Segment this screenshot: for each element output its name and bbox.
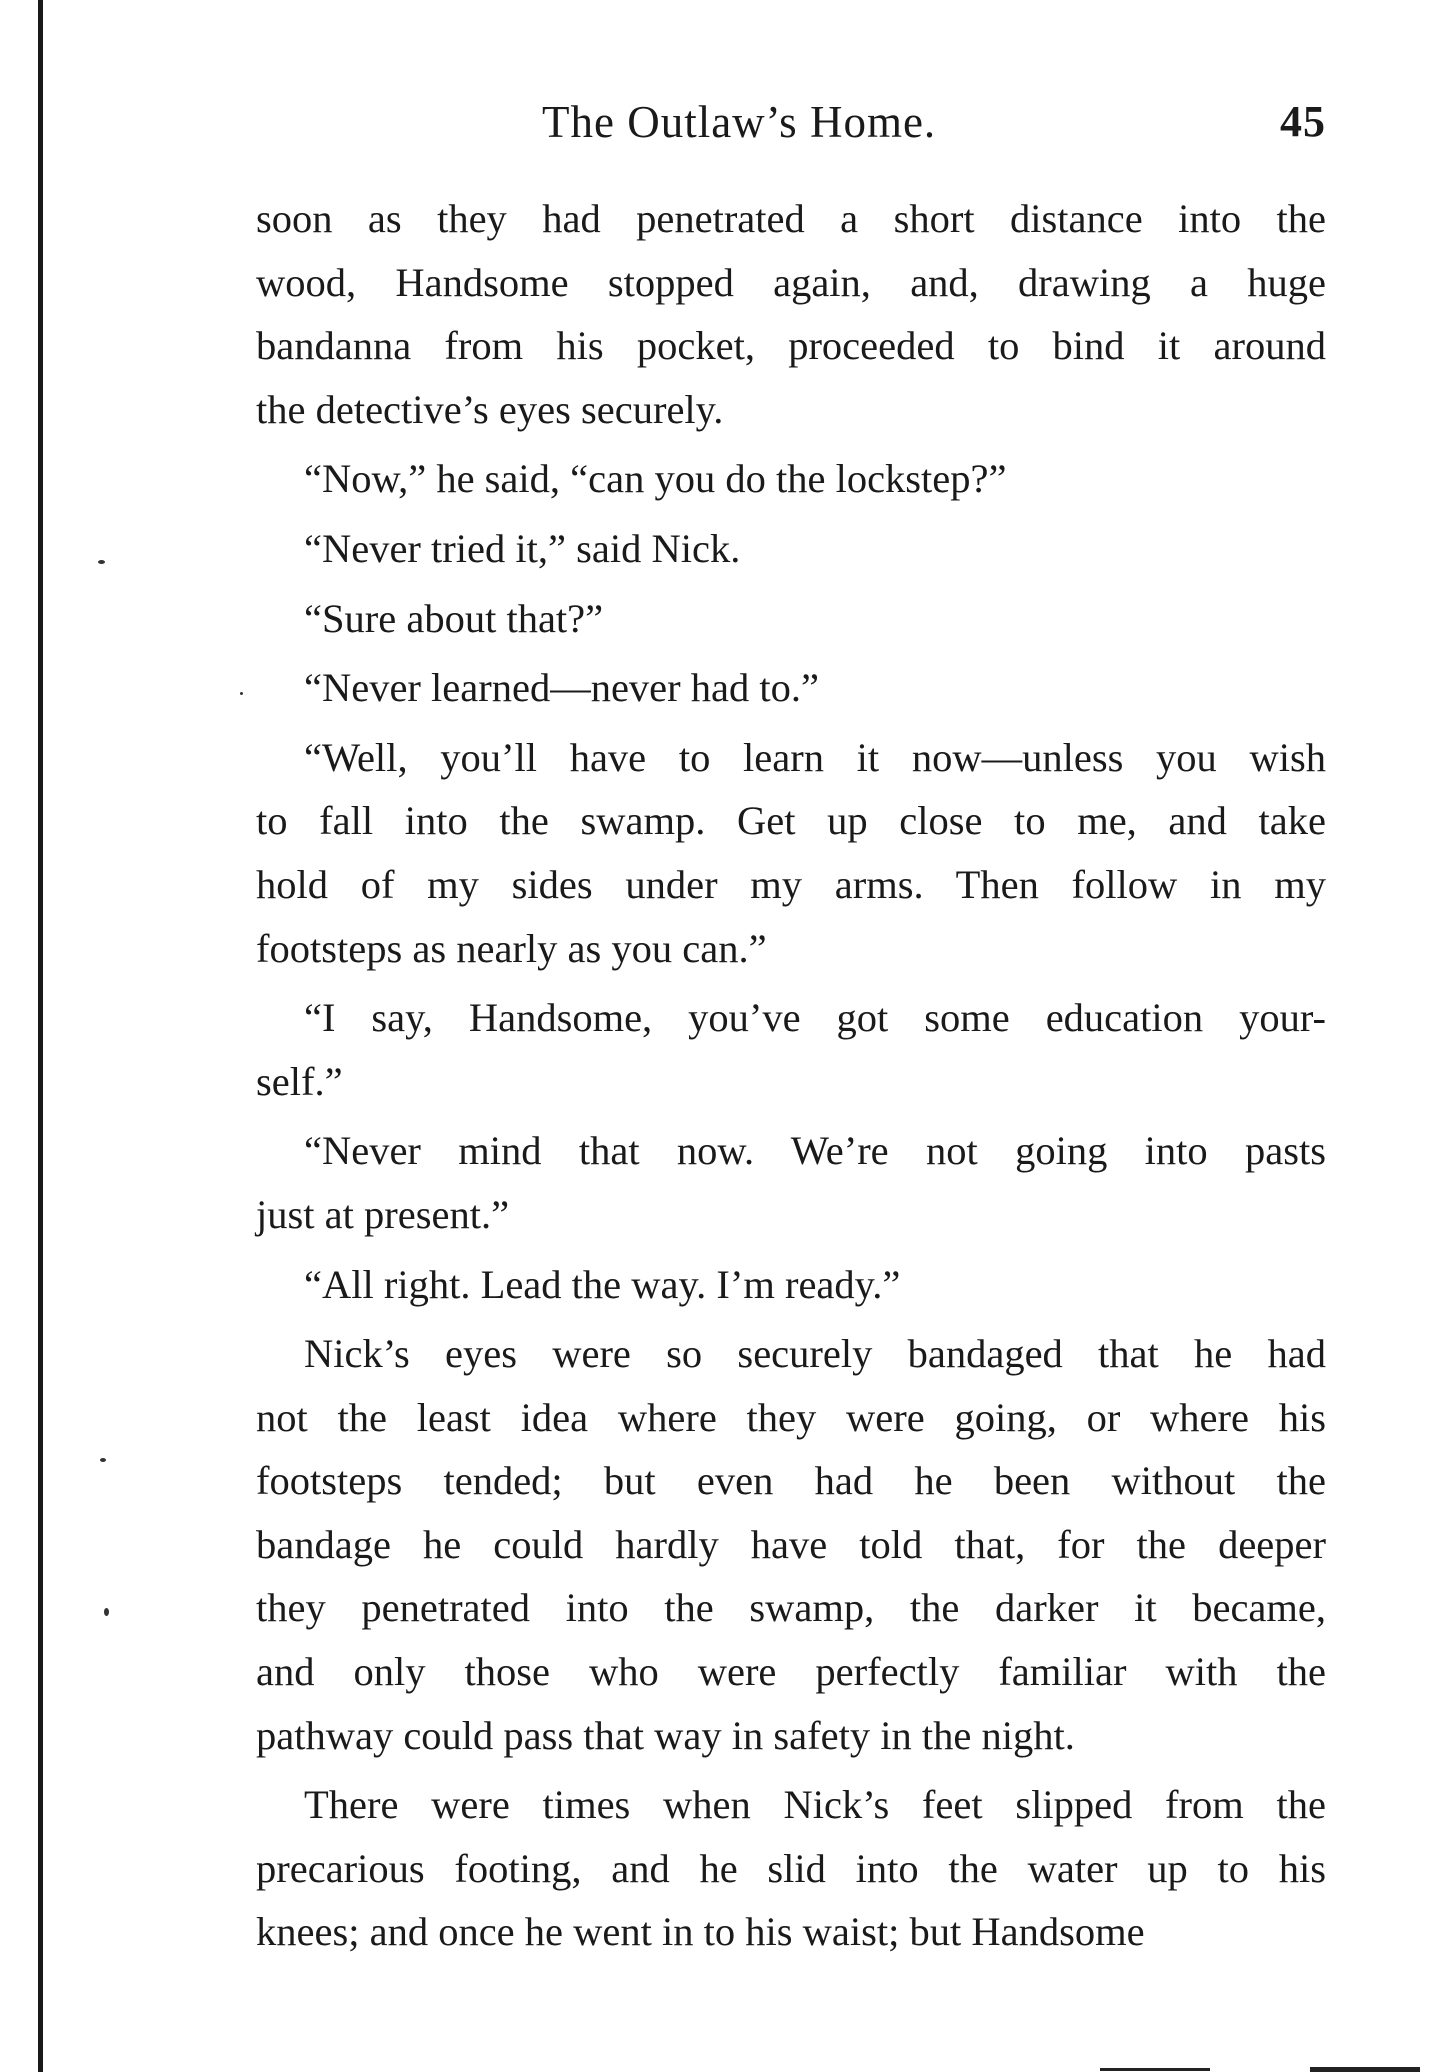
text-line: footsteps as nearly as you can.” bbox=[256, 925, 767, 971]
text-line: knees; and once he went in to his waist; but Handsome bbox=[256, 1909, 1145, 1955]
page-edge-line bbox=[1100, 2068, 1210, 2071]
text-line: “Well, you’ll have to learn it now—unless you wish bbox=[304, 734, 1326, 780]
paragraph bbox=[256, 656, 1326, 720]
paragraph bbox=[256, 1322, 1326, 1767]
text-line: self.” bbox=[256, 1058, 343, 1104]
scan-speck bbox=[104, 1608, 109, 1616]
paragraph bbox=[256, 187, 1326, 441]
page-number: 45 bbox=[1280, 97, 1326, 146]
scan-speck bbox=[98, 560, 105, 564]
paragraph bbox=[256, 726, 1326, 980]
text-line: footsteps tended; but even had he been without the bbox=[256, 1458, 1326, 1504]
text-line: precarious footing, and he slid into the water up to his bbox=[256, 1845, 1326, 1891]
running-head bbox=[256, 96, 1326, 156]
paragraph bbox=[256, 1119, 1326, 1246]
text-line: bandage he could hardly have told that, for the deeper bbox=[256, 1521, 1326, 1567]
text-line: “Sure about that?” bbox=[304, 595, 604, 641]
text-line: Nick’s eyes were so securely bandaged that he had bbox=[304, 1331, 1326, 1377]
text-line: pathway could pass that way in safety in the night. bbox=[256, 1712, 1075, 1758]
paragraph bbox=[256, 587, 1326, 651]
text-line: just at present.” bbox=[256, 1191, 510, 1237]
scan-speck bbox=[100, 1458, 106, 1462]
text-line: they penetrated into the swamp, the darker it became, bbox=[256, 1585, 1326, 1631]
paragraph bbox=[256, 1773, 1326, 1964]
text-line: “All right. Lead the way. I’m ready.” bbox=[304, 1261, 901, 1307]
text-line: “Never tried it,” said Nick. bbox=[304, 525, 741, 571]
text-line: wood, Handsome stopped again, and, drawing a huge bbox=[256, 259, 1326, 305]
scan-speck bbox=[240, 692, 243, 695]
running-title: The Outlaw’s Home. bbox=[542, 97, 937, 147]
text-line: “I say, Handsome, you’ve got some education your- bbox=[304, 995, 1326, 1041]
text-line: to fall into the swamp. Get up close to me, and take bbox=[256, 798, 1326, 844]
paragraph bbox=[256, 517, 1326, 581]
text-line: the detective’s eyes securely. bbox=[256, 386, 724, 432]
paragraph bbox=[256, 1253, 1326, 1317]
paragraph bbox=[256, 447, 1326, 511]
text-line: “Never learned—never had to.” bbox=[304, 665, 819, 711]
text-line: not the least idea where they were going, or where his bbox=[256, 1394, 1326, 1440]
binding-edge-line bbox=[38, 0, 43, 2072]
text-line: and only those who were perfectly familiar with the bbox=[256, 1649, 1326, 1695]
text-line: soon as they had penetrated a short distance into the bbox=[256, 196, 1326, 241]
text-line: hold of my sides under my arms. Then follow in my bbox=[256, 861, 1326, 907]
page-edge-line bbox=[1310, 2067, 1420, 2072]
text-line: bandanna from his pocket, proceeded to bind it around bbox=[256, 323, 1326, 369]
text-line: There were times when Nick’s feet slipped from the bbox=[304, 1782, 1326, 1828]
body-text bbox=[256, 187, 1326, 1964]
text-line: “Now,” he said, “can you do the lockstep?” bbox=[304, 456, 1007, 502]
text-line: “Never mind that now. We’re not going into pasts bbox=[304, 1128, 1326, 1174]
paragraph bbox=[256, 986, 1326, 1113]
